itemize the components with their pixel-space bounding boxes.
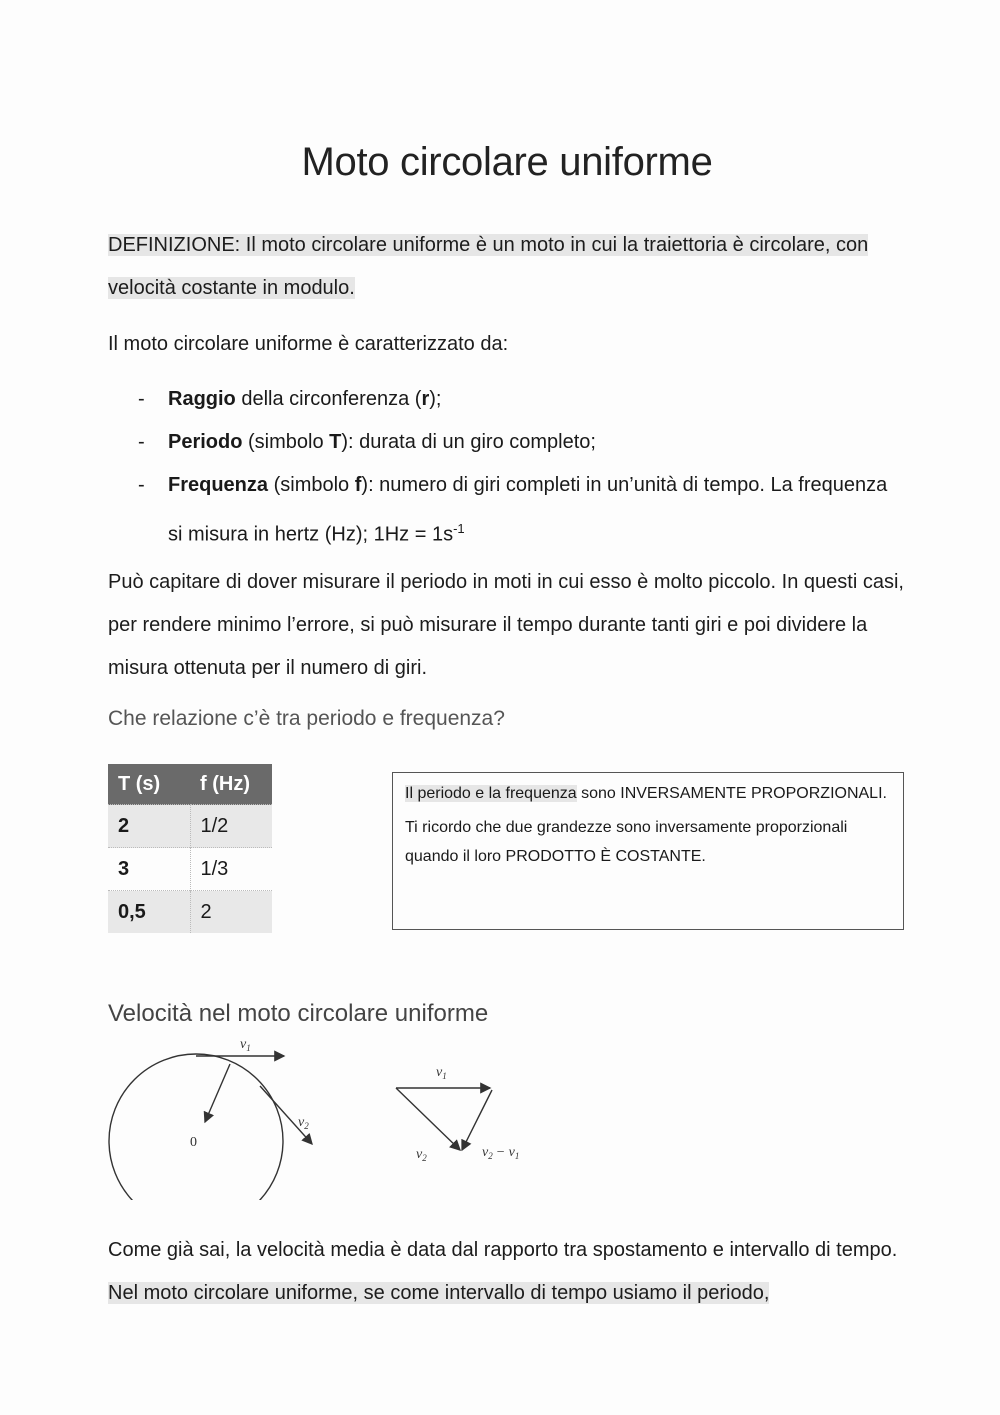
- paragraph-text: Come già sai, la velocità media è data dal rapporto tra spostamento e intervallo di tempo.: [108, 1239, 898, 1261]
- velocity-heading: Velocità nel moto circolare uniforme: [108, 1000, 489, 1027]
- table-header-row: [108, 764, 272, 805]
- box-statement-rest: sono INVERSAMENTE PROPORZIONALI.: [576, 785, 887, 802]
- center-label: 0: [190, 1135, 197, 1150]
- paragraph-highlight: Nel moto circolare uniforme, se come intervallo di tempo usiamo il periodo,: [108, 1282, 770, 1304]
- v2-label: $v_2$: [298, 1115, 309, 1131]
- cell-period: 2: [108, 805, 190, 848]
- period-frequency-table: [108, 764, 272, 933]
- trajectory-circle: [109, 1054, 283, 1200]
- term: Raggio: [168, 388, 236, 410]
- box-highlight: Il periodo e la frequenza: [405, 785, 577, 802]
- table-row: [108, 848, 272, 891]
- cell-frequency: 1/3: [190, 848, 272, 891]
- term: Frequenza: [168, 474, 269, 496]
- triangle-v2-arrow: [396, 1088, 460, 1150]
- list-item-frequenza: [138, 464, 898, 557]
- term-desc: );: [429, 388, 442, 410]
- term-desc: (simbolo: [242, 431, 330, 453]
- superscript: -1: [453, 521, 465, 536]
- cell-frequency: 1/2: [190, 805, 272, 848]
- cell-frequency: 2: [190, 891, 272, 934]
- box-statement: [405, 779, 891, 808]
- box-reminder: Ti ricordo che due grandezze sono inversamente proporzionali quando il loro PRODOTTO È COSTANTE.: [405, 819, 848, 865]
- inverse-proportion-box: [392, 772, 904, 930]
- definition-paragraph: [108, 224, 908, 310]
- list-item-periodo: [138, 421, 898, 464]
- list-dash: -: [138, 431, 145, 453]
- list-dash: -: [138, 474, 145, 496]
- table-row: [108, 805, 272, 848]
- symbol: r: [421, 388, 430, 410]
- v1-label: $v_1$: [240, 1037, 251, 1053]
- intro-paragraph: Il moto circolare uniforme è caratterizzato da:: [108, 333, 509, 355]
- velocity-figure: [100, 1030, 560, 1200]
- header-frequency: f (Hz): [190, 764, 272, 805]
- cell-period: 3: [108, 848, 190, 891]
- term-desc: ): numero di giri completi in un’unità di tempo. La frequenza si misura in hertz (Hz); 1Hz = 1s: [168, 474, 888, 546]
- term: Periodo: [168, 431, 243, 453]
- properties-list: [138, 378, 898, 557]
- symbol: T: [329, 431, 342, 453]
- triangle-diff-arrow: [462, 1090, 492, 1150]
- list-item-raggio: [138, 378, 898, 421]
- definition-text: DEFINIZIONE: Il moto circolare uniforme è un moto in cui la traiettoria è circolare, con velocità costante in modulo.: [108, 234, 869, 299]
- measurement-paragraph: Può capitare di dover misurare il periodo in moti in cui esso è molto piccolo. In questi casi, per rendere minimo l’errore, si può misurare il tempo durante tanti giri e poi dividere la misura ottenuta per il numero di giri.: [108, 571, 904, 679]
- symbol: f: [354, 474, 362, 496]
- term-desc: della circonferenza (: [235, 388, 422, 410]
- cell-period: 0,5: [108, 891, 190, 934]
- page-title: Moto circolare uniforme: [301, 140, 713, 184]
- average-velocity-paragraph: [108, 1229, 908, 1315]
- term-desc: (simbolo: [268, 474, 355, 496]
- term-desc: ): durata di un giro completo;: [341, 431, 596, 453]
- triangle-v1-label: $v_1$: [436, 1065, 447, 1081]
- radius-arrow: [205, 1064, 230, 1122]
- table-row: [108, 891, 272, 934]
- question-heading: Che relazione c’è tra periodo e frequenza?: [108, 707, 505, 730]
- header-period: T (s): [108, 764, 190, 805]
- difference-label: $v_2 - v_1$: [482, 1145, 520, 1161]
- triangle-v2-label: $v_2$: [416, 1147, 427, 1163]
- list-dash: -: [138, 388, 145, 410]
